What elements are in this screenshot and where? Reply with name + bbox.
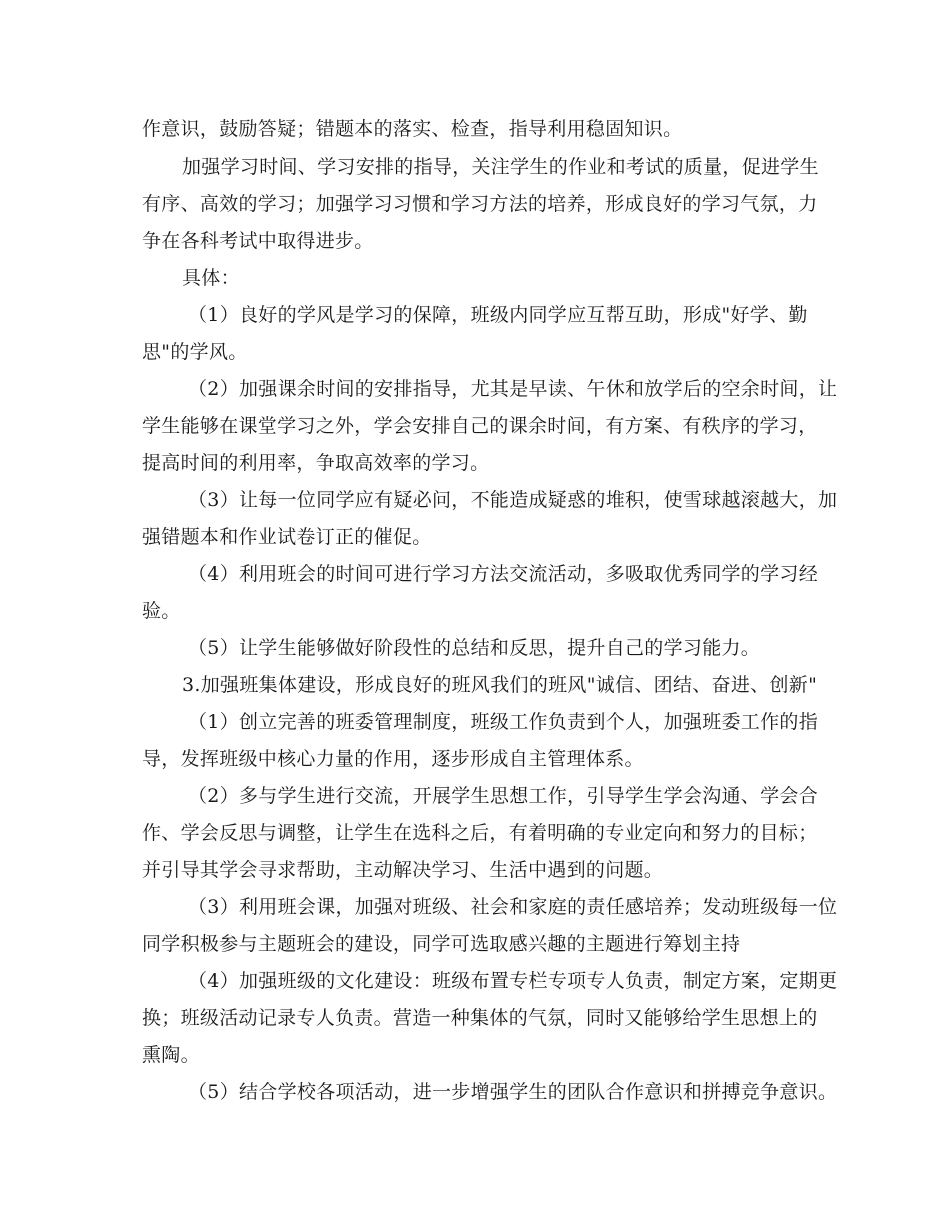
list-item-start: （1）创立完善的班委管理制度，班级工作负责到个人，加强班委工作的指 bbox=[188, 711, 818, 733]
list-item-start: （2）加强课余时间的安排指导，尤其是早读、午休和放学后的空余时间，让 bbox=[188, 378, 838, 400]
list-item-start: （1）良好的学风是学习的保障，班级内同学应互帮互助，形成"好学、勤 bbox=[188, 304, 808, 326]
text-line: 熏陶。 bbox=[142, 1044, 200, 1066]
text-line: 提高时间的利用率，争取高效率的学习。 bbox=[142, 452, 490, 474]
section-heading: 3.加强班集体建设，形成良好的班风我们的班风"诚信、团结、奋进、创新" bbox=[182, 674, 818, 696]
text-line: 换；班级活动记录专人负责。营造一种集体的气氛，同时又能够给学生思想上的 bbox=[142, 1007, 818, 1029]
text-line: 强错题本和作业试卷订正的催促。 bbox=[142, 526, 432, 548]
list-item-start: （3）让每一位同学应有疑必问，不能造成疑惑的堆积，使雪球越滚越大，加 bbox=[188, 489, 838, 511]
text-line: 学生能够在课堂学习之外，学会安排自己的课余时间，有方案、有秩序的学习， bbox=[142, 415, 818, 437]
text-line: 有序、高效的学习；加强学习习惯和学习方法的培养，形成良好的学习气氛，力 bbox=[142, 193, 818, 215]
text-line: 同学积极参与主题班会的建设，同学可选取感兴趣的主题进行筹划主持 bbox=[142, 933, 741, 955]
list-item-start: （2）多与学生进行交流，开展学生思想工作，引导学生学会沟通、学会合 bbox=[188, 785, 818, 807]
list-item-start: （4）加强班级的文化建设：班级布置专栏专项专人负责，制定方案，定期更 bbox=[188, 970, 838, 992]
text-line: 验。 bbox=[142, 600, 181, 622]
paragraph-start: 加强学习时间、学习安排的指导，关注学生的作业和考试的质量，促进学生 bbox=[182, 156, 819, 178]
list-item-start: （5）让学生能够做好阶段性的总结和反思，提升自己的学习能力。 bbox=[188, 637, 761, 659]
list-item-start: （5）结合学校各项活动，进一步增强学生的团队合作意识和拼搏竞争意识。 bbox=[188, 1081, 838, 1103]
list-item-start: （4）利用班会的时间可进行学习方法交流活动，多吸取优秀同学的学习经 bbox=[188, 563, 818, 585]
text-line: 作意识，鼓励答疑；错题本的落实、检查，指导利用稳固知识。 bbox=[142, 118, 683, 140]
paragraph-start: 具体： bbox=[182, 267, 240, 289]
text-line: 并引导其学会寻求帮助，主动解决学习、生活中遇到的问题。 bbox=[142, 859, 664, 881]
text-line: 思"的学风。 bbox=[142, 341, 248, 363]
list-item-start: （3）利用班会课，加强对班级、社会和家庭的责任感培养；发动班级每一位 bbox=[188, 896, 838, 918]
text-line: 导，发挥班级中核心力量的作用，逐步形成自主管理体系。 bbox=[142, 748, 644, 770]
text-line: 争在各科考试中取得进步。 bbox=[142, 230, 374, 252]
text-line: 作、学会反思与调整，让学生在选科之后，有着明确的专业定向和努力的目标； bbox=[142, 822, 818, 844]
